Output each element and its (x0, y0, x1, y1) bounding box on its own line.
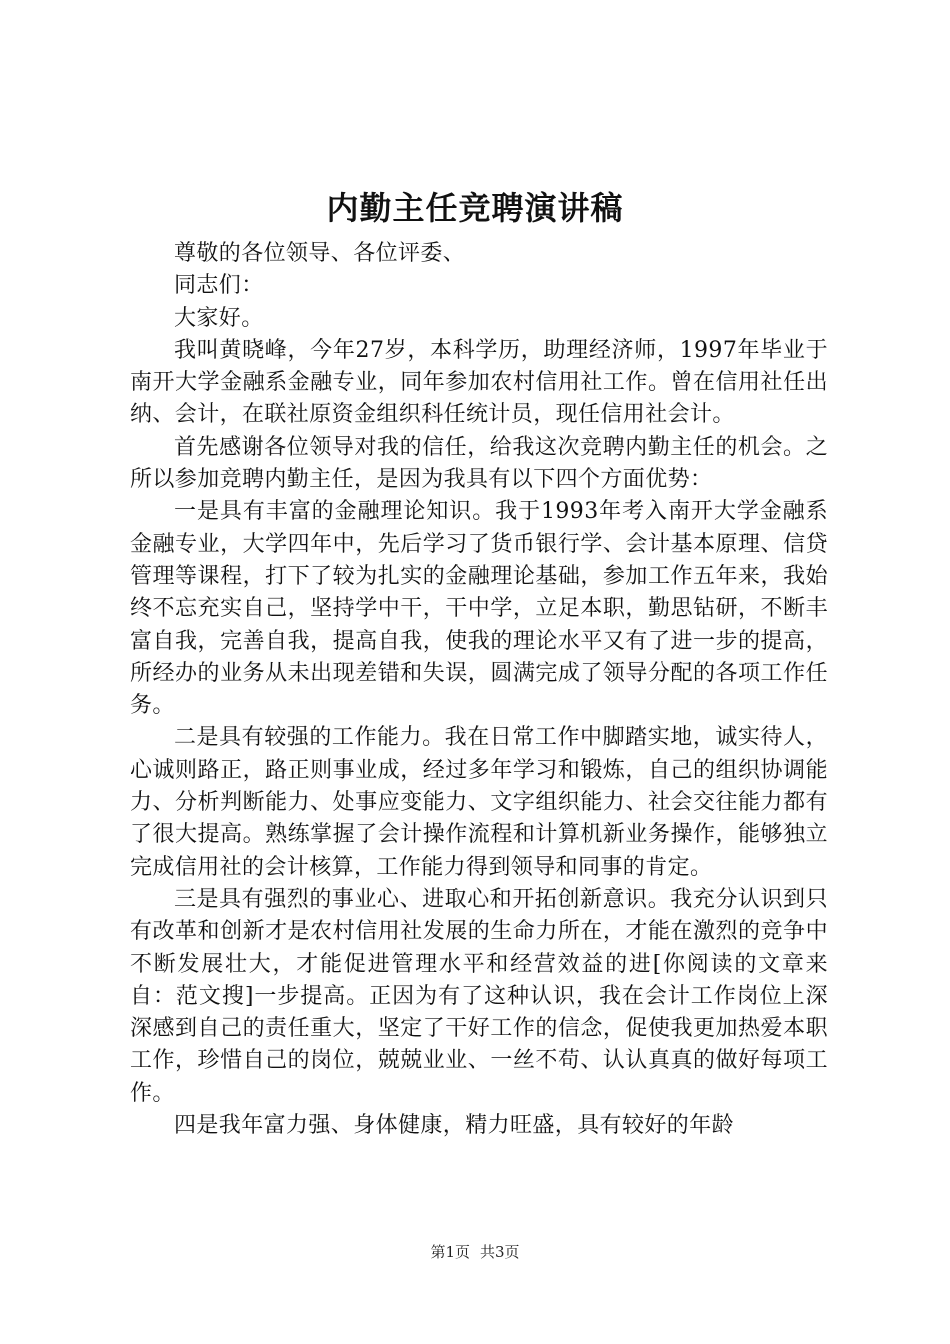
salutation-line-2: 同志们： (174, 273, 264, 299)
paragraph-advantage-1: 一是具有丰富的金融理论知识。我于1993年考入南开大学金融系金融专业，大学四年中，先后学习了货币银行学、会计基本原理、信贷管理等课程，打下了较为扎实的金融理论基础，参加工作五年来，我始终不忘充实自己，坚持学中干，干中学，立足本职，勤思钻研，不断丰富自我，完善自我，提高自我，使我的理论水平又有了进一步的提高，所经办的业务从未出现差错和失误，圆满完成了领导分配的各项工作任务。 (130, 499, 828, 719)
page-number: 第1页 (430, 1243, 470, 1261)
page-count: 共3页 (480, 1243, 520, 1261)
salutation-line-1: 尊敬的各位领导、各位评委、 (174, 241, 466, 266)
greeting-line: 大家好。 (174, 305, 264, 331)
paragraph-advantage-3: 三是具有强烈的事业心、进取心和开拓创新意识。我充分认识到只有改革和创新才是农村信用社发展的生命力所在，才能在激烈的竞争中不断发展壮大，才能促进管理水平和经营效益的进[你阅读的文章来自：范文搜]一步提高。正因为有了这种认识，我在会计工作岗位上深深感到自己的责任重大，坚定了干好工作的信念，促使我更加热爱本职工作，珍惜自己的岗位，兢兢业业、一丝不苟、认认真真的做好每项工作。 (130, 886, 828, 1106)
paragraph-thanks: 首先感谢各位领导对我的信任，给我这次竞聘内勤主任的机会。之所以参加竞聘内勤主任，是因为我具有以下四个方面优势： (130, 434, 828, 493)
page-footer (0, 1241, 950, 1263)
paragraph-advantage-2: 二是具有较强的工作能力。我在日常工作中脚踏实地，诚实待人，心诚则路正，路正则事业成，经过多年学习和锻炼，自己的组织协调能力、分析判断能力、处事应变能力、文字组织能力、社会交往能力都有了很大提高。熟练掌握了会计操作流程和计算机新业务操作，能够独立完成信用社的会计核算，工作能力得到领导和同事的肯定。 (130, 725, 828, 880)
paragraph-advantage-4: 四是我年富力强、身体健康，精力旺盛，具有较好的年龄 (174, 1113, 735, 1139)
document-body (130, 238, 828, 1142)
document-title: 内勤主任竞聘演讲稿 (326, 189, 624, 227)
paragraph-introduction: 我叫黄晓峰，今年27岁，本科学历，助理经济师，1997年毕业于南开大学金融系金融专业，同年参加农村信用社工作。曾在信用社任出纳、会计，在联社原资金组织科任统计员，现任信用社会计。 (130, 337, 828, 428)
